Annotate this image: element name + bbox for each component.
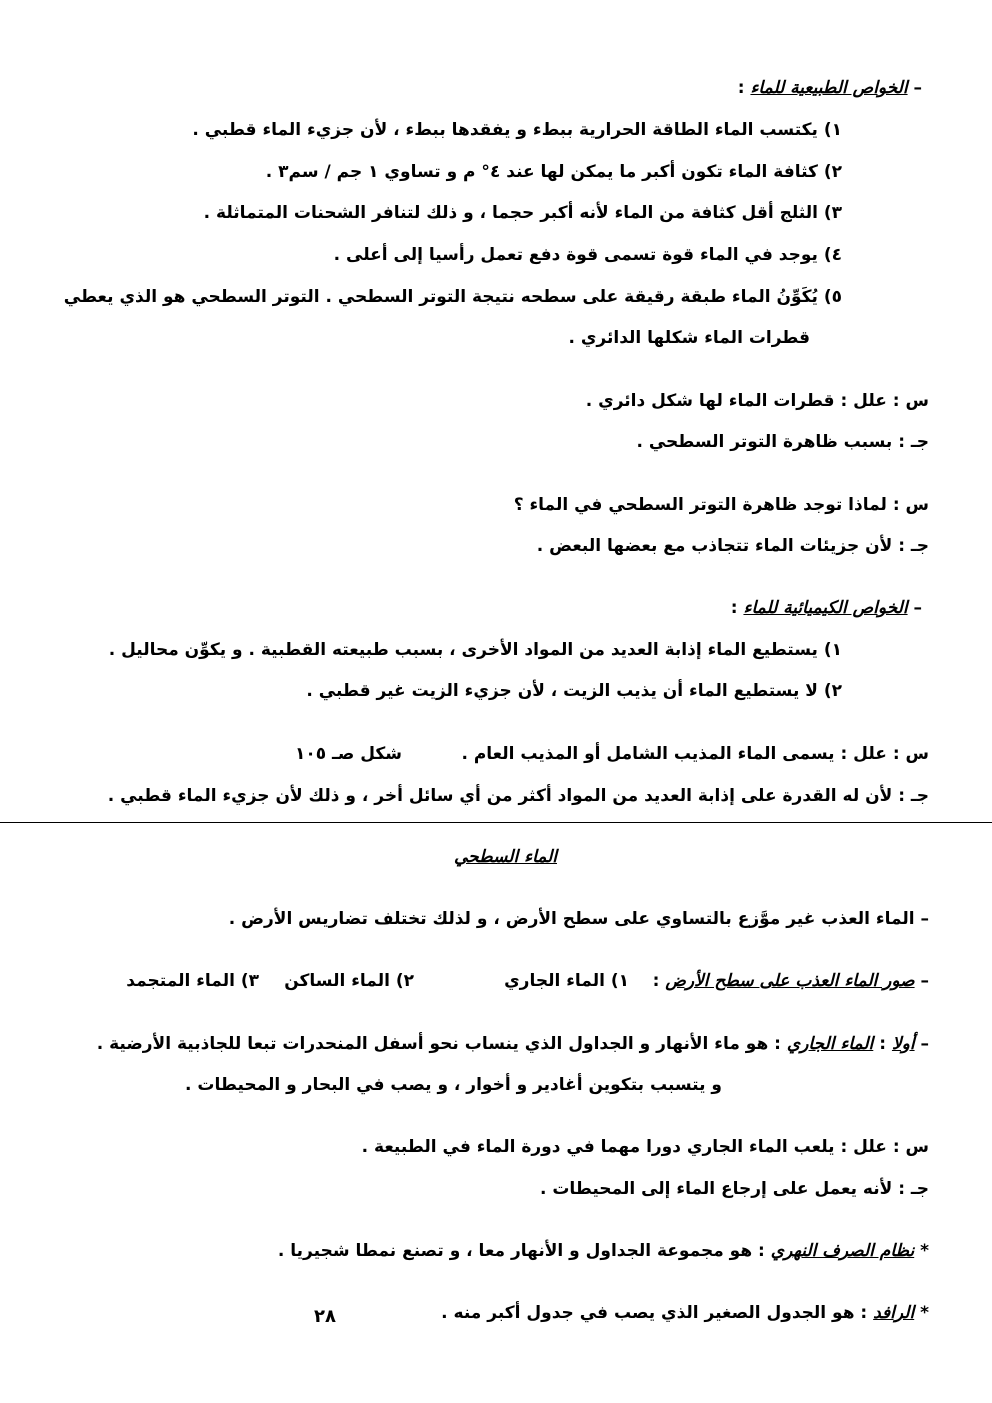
tributary-label: الرافد [873, 1303, 915, 1323]
answer-2: جـ : لأن جزيئات الماء تتجاذب مع بعضها البعض . [536, 536, 929, 556]
river-system-label: نظام الصرف النهري [770, 1241, 915, 1261]
physical-properties-title: الخواص الطبيعية للماء [750, 78, 908, 98]
running-water-text: هو ماء الأنهار و الجداول الذي ينساب نحو أسفل المنحدرات تبعا للجاذبية الأرضية . [96, 1034, 769, 1054]
physical-item-4: ٤) يوجد في الماء قوة تسمى قوة دفع تعمل رأسيا إلى أعلى . [333, 245, 842, 265]
physical-item-1: ١) يكتسب الماء الطاقة الحرارية ببطء و يفقدها ببطء ، لأن جزيء الماء قطبي . [192, 120, 842, 140]
page-number: ٢٨ [314, 1306, 336, 1327]
answer-1: جـ : بسبب ظاهرة التوتر السطحي . [636, 432, 929, 452]
river-system-definition: * نظام الصرف النهري : هو مجموعة الجداول و الأنهار معا ، و تصنع نمطا شجيريا . [277, 1241, 929, 1261]
section-divider [0, 822, 992, 823]
answer-4: جـ : لأنه يعمل على إرجاع الماء إلى المحيطات . [539, 1179, 929, 1199]
form-running: ١) الماء الجاري [504, 971, 629, 991]
physical-item-2: ٢) كثافة الماء تكون أكبر ما يمكن لها عند ٤° م و تساوي ١ جم / سم٣ . [265, 162, 842, 182]
figure-reference: شكل صـ ١٠٥ [295, 744, 402, 764]
freshwater-forms-line: – صور الماء العذب على سطح الأرض : [652, 971, 929, 991]
tributary-definition: * الرافد : هو الجدول الصغير الذي يصب في جدول أكبر منه . [441, 1303, 929, 1323]
running-water-label: الماء الجاري [786, 1034, 874, 1054]
surface-water-line-1: – الماء العذب غير موَّزع بالتساوي على سطح الأرض ، و لذلك تختلف تضاريس الأرض . [228, 909, 929, 929]
question-3: س : علل : يسمى الماء المذيب الشامل أو المذيب العام . [461, 744, 929, 764]
question-4: س : علل : يلعب الماء الجاري دورا مهما في دورة الماء في الطبيعة . [361, 1137, 929, 1157]
answer-3: جـ : لأن له القدرة على إذابة العديد من المواد أكثر من أي سائل أخر ، و ذلك لأن جزيء الماء قطبي . [107, 786, 929, 806]
question-2: س : لماذا توجد ظاهرة التوتر السطحي في الماء ؟ [513, 495, 929, 515]
surface-water-title: الماء السطحي [454, 847, 557, 867]
first-label: أولا [891, 1034, 915, 1054]
chemical-properties-title: الخواص الكيميائية للماء [743, 598, 908, 618]
river-system-text: هو مجموعة الجداول و الأنهار معا ، و تصنع نمطا شجيريا . [277, 1241, 753, 1261]
running-water-definition-cont: و يتسبب بتكوين أغادير و أخوار ، و يصب في البحار و المحيطات . [185, 1075, 722, 1095]
chemical-item-1: ١) يستطيع الماء إذابة العديد من المواد الأخرى ، بسبب طبيعته القطبية . و يكوِّن محاليل . [108, 640, 842, 660]
chemical-properties-heading: – الخواص الكيميائية للماء : [730, 598, 922, 618]
physical-properties-heading: – الخواص الطبيعية للماء : [737, 78, 922, 98]
running-water-definition: – أولا : الماء الجاري : هو ماء الأنهار و الجداول الذي ينساب نحو أسفل المنحدرات تبعا للجاذبية الأرضية . [96, 1034, 929, 1054]
physical-item-3: ٣) الثلج أقل كثافة من الماء لأنه أكبر حجما ، و ذلك لتنافر الشحنات المتماثلة . [203, 203, 842, 223]
tributary-text: هو الجدول الصغير الذي يصب في جدول أكبر منه . [441, 1303, 855, 1323]
physical-item-5-cont: قطرات الماء شكلها الدائري . [568, 328, 810, 348]
chemical-item-2: ٢) لا يستطيع الماء أن يذيب الزيت ، لأن جزيء الزيت غير قطبي . [306, 681, 842, 701]
form-frozen: ٣) الماء المتجمد [126, 971, 259, 991]
question-1: س : علل : قطرات الماء لها شكل دائري . [585, 391, 929, 411]
freshwater-forms-label: صور الماء العذب على سطح الأرض [665, 971, 915, 991]
form-still: ٢) الماء الساكن [284, 971, 414, 991]
physical-item-5: ٥) يُكَوِّنُ الماء طبقة رقيقة على سطحه نتيجة التوتر السطحي . التوتر السطحي هو الذي يعطي [63, 287, 842, 307]
